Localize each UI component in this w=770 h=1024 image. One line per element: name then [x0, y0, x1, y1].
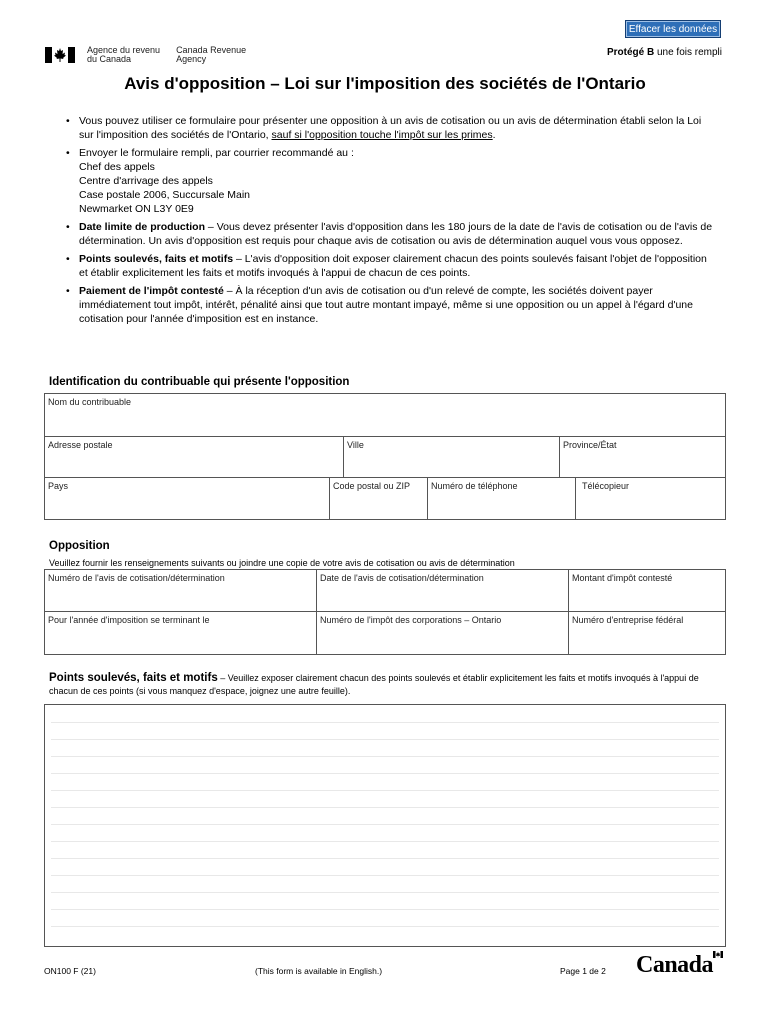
list-item: • Points soulevés, faits et motifs – L'avis d'opposition doit exposer clairement chacun des points soulevés faisant l'objet de l'opposition et établir explicitement les faits et motifs invoqués à l'appui de chacun de ces points. [66, 252, 716, 280]
list-item: • Date limite de production – Vous devez présenter l'avis d'opposition dans les 180 jours de la date de l'avis de cotisation ou de l'avis de détermination. Un avis d'opposition est requis pour chaque avis de cotisation ou avis de détermination auquel vous vous opposez. [66, 220, 716, 248]
points-instructions: – Veuillez exposer clairement chacun des points soulevés et établir explicitement les faits et motifs invoqués à l'appui de chacun de ces points (si vous manquez d'espace, joignez une autre feuille). [49, 673, 699, 696]
fax-field[interactable]: Télécopieur [582, 481, 630, 491]
disputed-amount-field[interactable]: Montant d'impôt contesté [569, 570, 725, 612]
tax-year-end-field[interactable]: Pour l'année d'imposition se terminant le [45, 612, 317, 654]
points-text-area[interactable] [44, 704, 726, 947]
form-title: Avis d'opposition – Loi sur l'imposition des sociétés de l'Ontario [124, 74, 646, 93]
federal-business-number-field[interactable]: Numéro d'entreprise fédéral [572, 615, 684, 625]
country-field[interactable]: Pays [45, 478, 330, 519]
ontario-tax-number-field[interactable]: Numéro de l'impôt des corporations – Ontario [317, 612, 569, 654]
protected-b-notice: Protégé B une fois rempli [606, 47, 722, 58]
opposition-grid [44, 569, 726, 655]
agency-name-en: Canada Revenue Agency [176, 45, 247, 64]
city-field[interactable]: Ville [344, 437, 560, 478]
list-item: • Envoyer le formulaire rempli, par courrier recommandé au : Chef des appels Centre d'arrivage des appels Case postale 2006, Succursale Main Newmarket ON L3Y 0E9 [66, 146, 716, 216]
taxpayer-name-field[interactable]: Nom du contribuable [45, 394, 725, 437]
points-section-title: Points soulevés, faits et motifs [49, 672, 218, 684]
mailing-address-field[interactable]: Adresse postale [45, 437, 344, 478]
instructions-list [66, 114, 716, 330]
identification-section-title: Identification du contribuable qui présente l'opposition [49, 376, 350, 388]
postal-code-field[interactable]: Code postal ou ZIP [330, 478, 428, 519]
phone-number-field[interactable]: Numéro de téléphone [428, 478, 576, 519]
page-number: Page 1 de 2 [560, 966, 606, 976]
english-availability-note: (This form is available in English.) [255, 966, 383, 976]
canada-flag-icon [45, 47, 75, 63]
opposition-section-title: Opposition [49, 540, 110, 552]
agency-name-fr: Agence du revenu du Canada [87, 45, 161, 64]
notice-date-field[interactable]: Date de l'avis de cotisation/détermination [317, 570, 569, 612]
government-signature [45, 45, 262, 65]
form-number: ON100 F (21) [44, 966, 96, 976]
clear-data-button[interactable]: Effacer les données [625, 20, 721, 38]
opposition-instructions: Veuillez fournir les renseignements suivants ou joindre une copie de votre avis de cotisation ou avis de détermination [49, 558, 515, 568]
identification-grid [44, 393, 726, 520]
canada-wordmark: Canada [636, 952, 714, 978]
wordmark-flag-icon [713, 951, 723, 958]
list-item: • Paiement de l'impôt contesté – À la réception d'un avis de cotisation ou d'un relevé de compte, les sociétés doivent payer immédiatement tout impôt, intérêt, pénalité ainsi que tout autre montant impayé, même si une opposition ou un appel à l'égard d'une cotisation pour l'année d'imposition est en instance. [66, 284, 716, 326]
province-state-field[interactable]: Province/État [560, 437, 725, 478]
list-item: • Vous pouvez utiliser ce formulaire pour présenter une opposition à un avis de cotisation ou un avis de détermination établi selon la Loi sur l'imposition des sociétés de l'Ontario, sauf si l'opposition touche l'impôt sur les primes. [66, 114, 716, 142]
notice-number-field[interactable]: Numéro de l'avis de cotisation/détermination [45, 570, 317, 612]
points-section-heading [49, 672, 729, 698]
